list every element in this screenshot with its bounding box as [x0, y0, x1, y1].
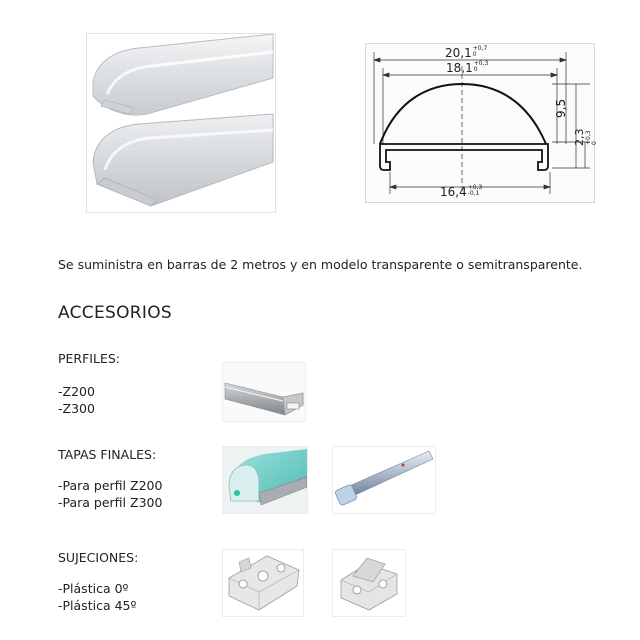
dim-lip	[573, 125, 599, 146]
clip-45-thumbnail	[332, 549, 406, 617]
section-sujeciones-label: SUJECIONES:	[58, 550, 139, 565]
end-cap-z300-image	[333, 447, 435, 513]
dim-bottom-tol-upper: +0,3	[467, 184, 483, 191]
dim-top-tol-upper: +0,7	[472, 45, 488, 52]
dim-bottom-value: 16,4	[440, 185, 467, 199]
dim-mid-tol-lower: 0	[473, 66, 478, 73]
clip-0-thumbnail	[222, 549, 304, 617]
technical-drawing	[365, 43, 598, 203]
section-perfiles-item: -Z300	[58, 401, 95, 416]
dim-lip-tol-upper: +0,3	[585, 130, 592, 145]
intro-text: Se suministra en barras de 2 metros y en modelo transparente o semitransparente.	[58, 257, 583, 272]
diffuser-photo	[86, 33, 276, 213]
dim-bottom-tol-lower: -0,1	[467, 190, 480, 197]
dim-height-value: 9,5	[554, 98, 568, 118]
profile-thumbnail	[222, 362, 306, 422]
dim-top-tol-lower: 0	[472, 51, 477, 58]
section-sujeciones-item: -Plástica 45º	[58, 598, 137, 613]
end-cap-z300-thumbnail	[332, 446, 436, 514]
dim-height	[554, 99, 568, 118]
dim-mid	[446, 61, 488, 75]
section-tapas-label: TAPAS FINALES:	[58, 447, 157, 462]
clip-0-image	[223, 550, 303, 616]
dim-bottom	[440, 185, 482, 199]
accessories-heading: ACCESORIOS	[58, 303, 172, 323]
section-perfiles-item: -Z200	[58, 384, 95, 399]
clip-45-image	[333, 550, 405, 616]
section-perfiles-label: PERFILES:	[58, 351, 121, 366]
section-sujeciones-item: -Plástica 0º	[58, 581, 129, 596]
dim-lip-value: 2,3	[573, 128, 586, 146]
end-cap-z200-thumbnail	[222, 446, 308, 514]
section-tapas-item: -Para perfil Z300	[58, 495, 163, 510]
dim-top-value: 20,1	[445, 46, 472, 60]
section-tapas-item: -Para perfil Z200	[58, 478, 163, 493]
dim-lip-tol-lower: 0	[591, 141, 598, 145]
dim-mid-tol-upper: +0,3	[473, 60, 489, 67]
dim-top	[445, 46, 487, 60]
diffuser-illustration	[87, 34, 275, 212]
end-cap-z200-image	[223, 447, 307, 513]
aluminum-profile-image	[223, 363, 305, 421]
dim-mid-value: 18,1	[446, 61, 473, 75]
